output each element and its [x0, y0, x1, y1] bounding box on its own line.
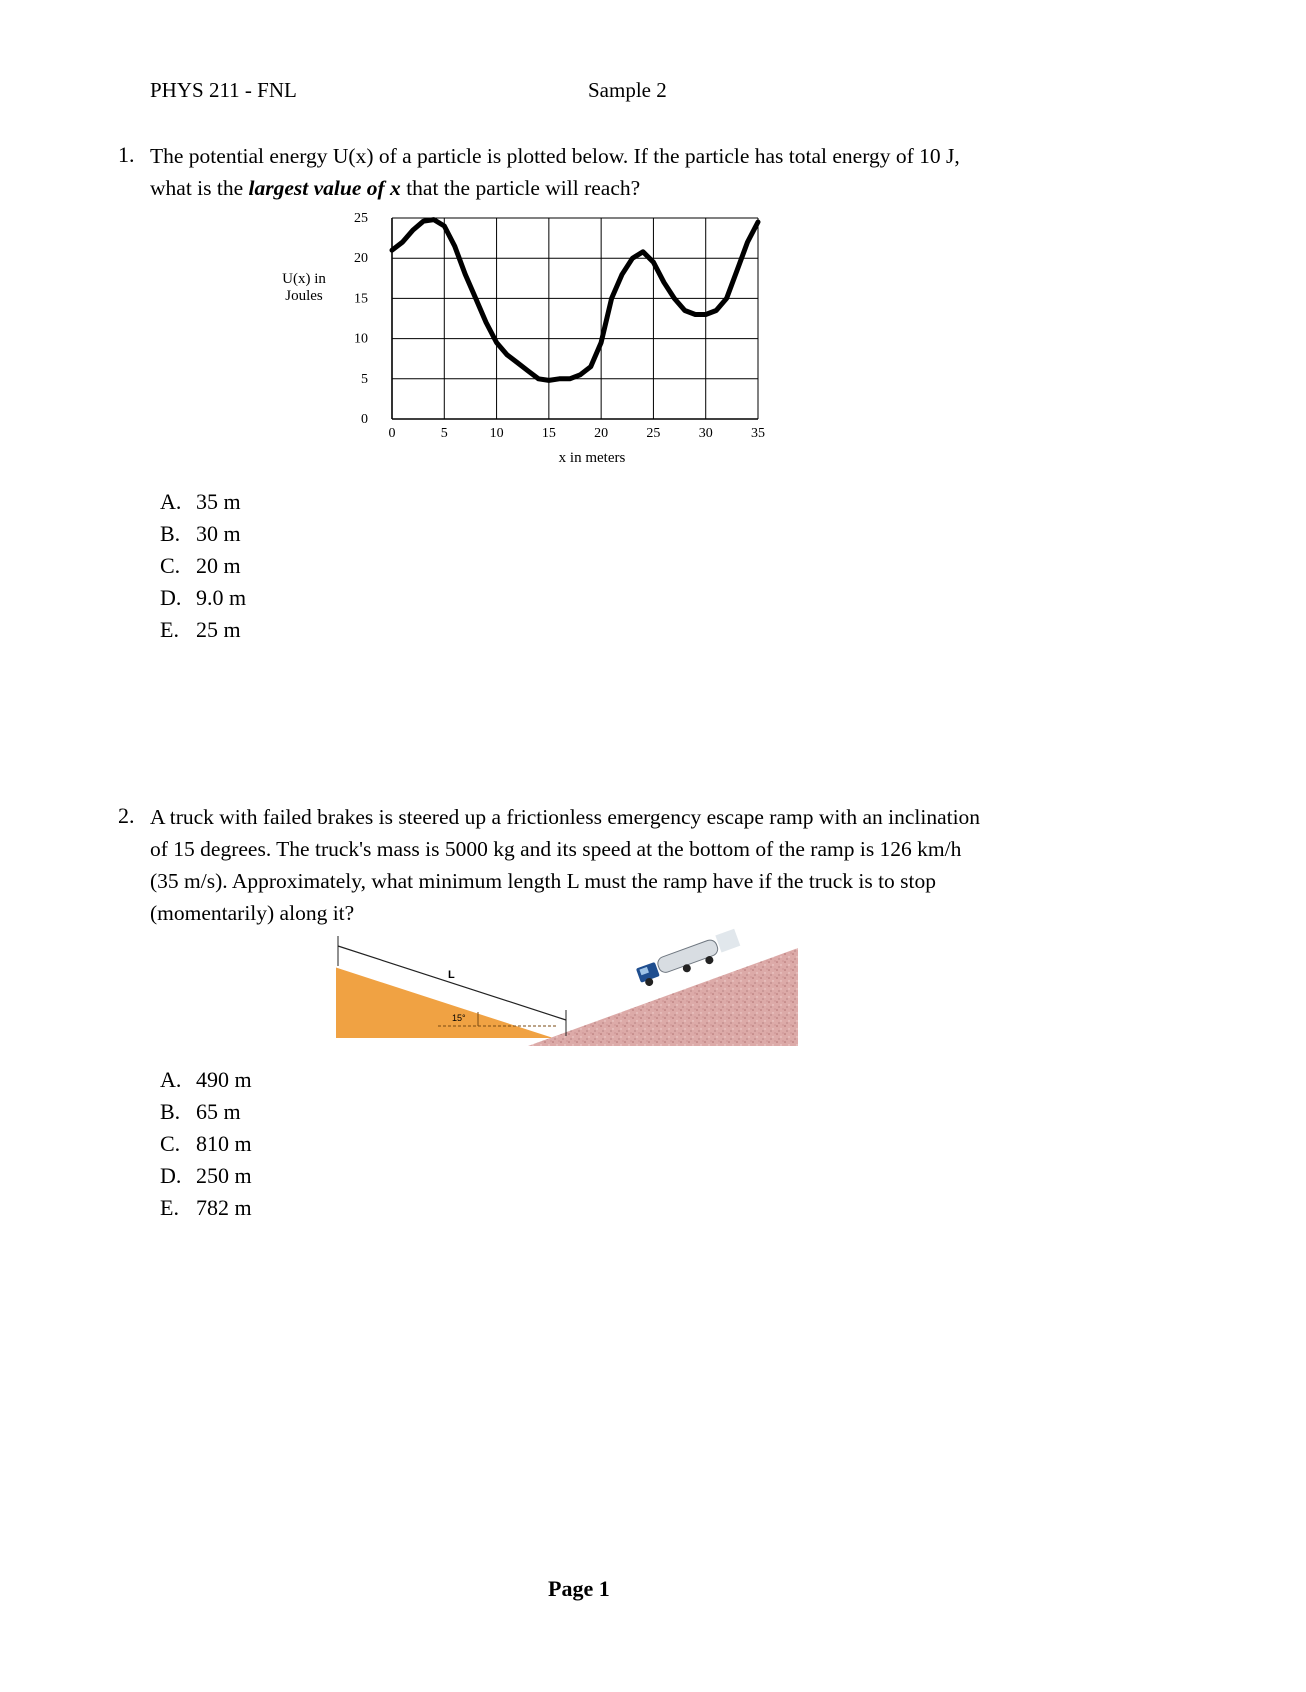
y-tick-label: 10	[354, 331, 368, 347]
x-tick-label: 20	[594, 426, 609, 441]
q1-line1: The potential energy U(x) of a particle is plotted below. If the particle has total energy of 10 J,	[150, 144, 960, 168]
q1-option-c[interactable]: C. 20 m	[160, 553, 241, 578]
y-tick-label: 5	[361, 371, 368, 387]
x-tick-label: 25	[646, 426, 661, 441]
angle-label: 15°	[452, 1013, 466, 1023]
q1-text	[150, 140, 1150, 204]
q1-option-e[interactable]: E. 25 m	[160, 617, 241, 642]
x-tick-label: 0	[388, 426, 396, 441]
q1-option-b[interactable]: B. 30 m	[160, 521, 241, 546]
q2-option-d[interactable]: D. 250 m	[160, 1163, 252, 1188]
y-tick-label: 25	[354, 211, 368, 226]
q1-line2-post: that the particle will reach?	[400, 176, 641, 200]
potential-energy-curve	[392, 220, 758, 381]
x-tick-labels	[389, 426, 766, 441]
y-axis-label-line2: Joules	[285, 288, 323, 304]
q2-option-e[interactable]: E. 782 m	[160, 1195, 252, 1220]
q1-option-d[interactable]: D. 9.0 m	[160, 585, 247, 610]
y-tick-label: 15	[354, 291, 368, 307]
q2-option-b[interactable]: B. 65 m	[160, 1099, 241, 1124]
x-tick-label: 5	[440, 426, 448, 441]
x-tick-label: 15	[541, 426, 556, 441]
potential-energy-chart	[340, 200, 780, 470]
x-tick-label: 30	[698, 426, 713, 441]
q2-options	[160, 1064, 252, 1224]
ramp-figure	[328, 928, 808, 1048]
y-axis-label	[274, 271, 334, 305]
page-number: Page 1	[548, 1576, 610, 1601]
chart-grid	[392, 218, 758, 419]
q2-line1: A truck with failed brakes is steered up a frictionless emergency escape ramp with an inclination	[150, 805, 981, 829]
q1-line2-pre: what is the	[150, 176, 249, 200]
q2-option-a[interactable]: A. 490 m	[160, 1067, 252, 1092]
q2-option-c[interactable]: C. 810 m	[160, 1131, 252, 1156]
q1-options	[160, 486, 246, 646]
length-label: L	[448, 969, 455, 981]
y-axis-label-line1: U(x) in	[282, 271, 326, 287]
q2-line4: (momentarily) along it?	[150, 901, 355, 925]
q1-option-a[interactable]: A. 35 m	[160, 489, 241, 514]
x-axis-label: x in meters	[558, 450, 626, 466]
q1-line2-emph: largest value of x	[248, 176, 401, 200]
q2-line2: of 15 degrees. The truck's mass is 5000 kg and its speed at the bottom of the ramp is 126 km/h	[150, 837, 962, 861]
q2-line3: (35 m/s). Approximately, what minimum length L must the ramp have if the truck is to stop	[150, 869, 937, 893]
x-tick-label: 10	[489, 426, 504, 441]
q2-text	[150, 801, 1210, 929]
q1-number: 1.	[118, 142, 135, 167]
course-code: PHYS 211 - FNL	[150, 78, 297, 102]
y-tick-label: 0	[361, 412, 368, 427]
y-tick-labels	[354, 211, 368, 427]
sample-label: Sample 2	[588, 78, 667, 102]
y-tick-label: 20	[354, 251, 368, 267]
q2-number: 2.	[118, 803, 135, 828]
x-tick-label: 35	[751, 426, 765, 441]
